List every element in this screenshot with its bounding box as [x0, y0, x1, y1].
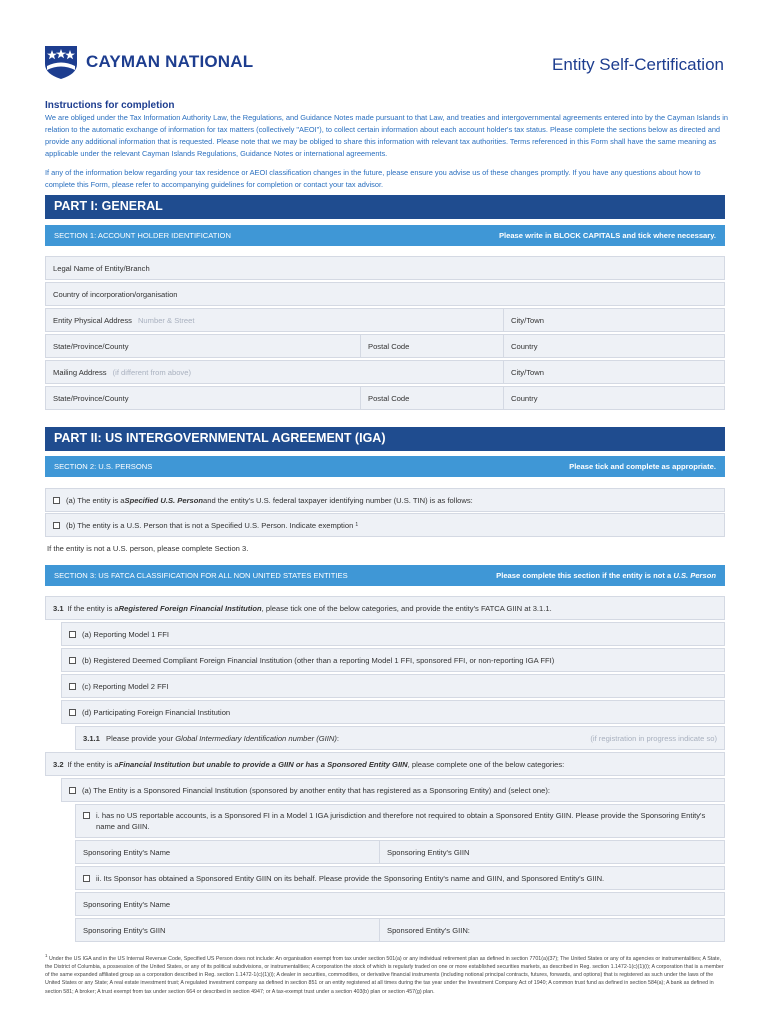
q31-content — [46, 597, 724, 619]
q311-number: 3.1.1 — [83, 733, 100, 743]
sponsored-giin-label: Sponsored Entity's GIIN: — [387, 925, 470, 935]
us-person-option-a — [45, 488, 725, 512]
option-a-checkbox[interactable] — [53, 497, 60, 504]
sponsored-giin-field[interactable] — [380, 919, 724, 941]
q311-text-pre: Please provide your — [106, 733, 176, 743]
option-b-footnote-ref: 1 — [355, 522, 359, 528]
q31-option-b-content — [62, 649, 724, 671]
logo — [44, 44, 253, 80]
q32-content — [46, 753, 724, 775]
q32-ii-checkbox[interactable] — [83, 875, 90, 882]
giin-field-content — [76, 727, 724, 749]
sponsor-giin-label-2: Sponsoring Entity's GIIN — [83, 925, 166, 935]
section-2-title: SECTION 2: U.S. PERSONS — [54, 462, 153, 471]
q31-d-checkbox[interactable] — [69, 709, 76, 716]
instructions-paragraph-2: If any of the information below regarding your tax residence or AEOI classification changes in the future, please ensure you advise us of these changes promptly. If you have any questions about how to complete this Form, please refer to accompanying guidelines for completion or contact your tax advisor. — [45, 168, 701, 189]
option-a-text-pre: (a) The entity is a — [66, 495, 125, 505]
part-1-heading: PART I: GENERAL — [45, 195, 725, 219]
sponsor-row-1 — [75, 840, 725, 864]
cayman-national-logo-icon — [44, 44, 78, 80]
q31-option-c-content — [62, 675, 724, 697]
mailing-postal-label: Postal Code — [368, 393, 410, 403]
q31-c-checkbox[interactable] — [69, 683, 76, 690]
country-incorporation-label: Country of incorporation/organisation — [53, 289, 178, 299]
q32-text-em: Financial Institution but unable to provide a GIIN or has a Sponsored Entity GIIN — [118, 759, 408, 769]
footnote-number: 1 — [45, 953, 48, 958]
sponsor-giin-label-1: Sponsoring Entity's GIIN — [387, 847, 470, 857]
option-b-checkbox[interactable] — [53, 522, 60, 529]
q32-text-pre: If the entity is a — [67, 759, 119, 769]
sponsor-name-field-1[interactable] — [76, 841, 380, 863]
q31-text-post: , please tick one of the below categories, and provide the entity's FATCA GIIN at 3.1.1. — [261, 603, 552, 613]
q31-b-label: (b) Registered Deemed Compliant Foreign Financial Institution (other than a reporting Model 1 FFI, sponsored FFI, or non-reporting IGA FFI) — [82, 655, 555, 665]
sponsor-name-field-2-content — [76, 893, 724, 915]
physical-address-field[interactable] — [46, 309, 504, 331]
q31-option-c — [61, 674, 725, 698]
section-3-instruction-pre: Please complete this section if the entity is not a — [496, 571, 674, 580]
physical-country-label: Country — [511, 341, 538, 351]
q31-option-b — [61, 648, 725, 672]
section-3-bar — [45, 565, 725, 586]
q32-a-label: (a) The Entity is a Sponsored Financial Institution (sponsored by another entity that has registered as a Sponsoring Entity) and (select one): — [82, 785, 550, 795]
giin-field[interactable] — [75, 726, 725, 750]
mailing-country-field[interactable] — [504, 387, 724, 409]
legal-name-field[interactable] — [45, 256, 725, 280]
mailing-address-placeholder: (if different from above) — [112, 367, 191, 377]
q32-option-ii-content — [76, 867, 724, 889]
mailing-state-row — [45, 386, 725, 410]
sponsor-name-label-2: Sponsoring Entity's Name — [83, 899, 171, 909]
physical-postal-label: Postal Code — [368, 341, 410, 351]
section-1-instruction: Please write in BLOCK CAPITALS and tick where necessary. — [498, 231, 716, 240]
instructions-paragraph-1: We are obliged under the Tax Information Authority Law, the Regulations, and Guidance Notes made pursuant to that Law, and treaties and intergovernmental agreements entered into by the Cayman Islands in relation to the automatic exchange of information for tax matters (collectively "AEOI"), to collect certain information about each account holder's tax status. Please complete the sections below as directed and provide any additional information that is requested. Please note that we may be obliged to share this information with relevant tax authorities. Terms referenced in this Form shall have the same meaning as applicable under the relevant Cayman Islands Regulations, Guidance Notes or international agreements. — [45, 113, 728, 158]
q31-a-checkbox[interactable] — [69, 631, 76, 638]
q32-option-ii — [75, 866, 725, 890]
q31-number: 3.1 — [53, 603, 64, 613]
physical-city-label: City/Town — [511, 315, 544, 325]
q32-option-a — [61, 778, 725, 802]
country-incorporation-field[interactable] — [45, 282, 725, 306]
physical-state-field[interactable] — [46, 335, 361, 357]
mailing-address-field[interactable] — [46, 361, 504, 383]
q31-option-a-content — [62, 623, 724, 645]
q32-i-checkbox[interactable] — [83, 812, 90, 819]
footnote — [45, 952, 725, 996]
physical-address-label: Entity Physical Address — [53, 315, 132, 325]
sponsor-name-label-1: Sponsoring Entity's Name — [83, 847, 171, 857]
q32-option-i — [75, 804, 725, 838]
section-3-instruction — [496, 571, 716, 580]
sponsor-giin-field-1[interactable] — [380, 841, 724, 863]
footnote-text: Under the US IGA and in the US Internal Revenue Code, Specified US Person does not include: An organisation exempt from tax under section 501(a) or any individual retirement plan as defined in section 7701(a)(37); The United States or any of its agencies or instrumentalities; A State, the District of Columbia, a possession of the United States, or any of its political subdivisions, or instrumentalities; A corporation the stock of which is regularly traded on one or more established securities markets, as described in Reg. section 1.1472-1(c)(1)(i); A corporation that is a member of the same expanded affiliated group as a corporation described in Reg. section 1.1472-1(c)(1)(i); A dealer in securities, commodities, or derivative financial instruments (including notional principal contracts, futures, forwards, and options) that is registered as such under the laws of the United States or any State; A real estate investment trust; A regulated investment company as defined in section 851 or an entity registered at all times during the tax year under the Investment Company Act of 1940; A common trust fund as defined in section 584(a); A bank as defined in section 581; A broker; A trust exempt from tax under section 664 or described in section 4947; or A tax-exempt trust under a section 403(b) plan or section 457(g) plan. — [45, 955, 724, 995]
option-b-text: (b) The entity is a U.S. Person that is not a Specified U.S. Person. Indicate exemption — [66, 520, 354, 530]
mailing-state-field[interactable] — [46, 387, 361, 409]
mailing-state-label: State/Province/County — [53, 393, 129, 403]
section-1-bar — [45, 225, 725, 246]
q32-number: 3.2 — [53, 759, 64, 769]
q31-text-pre: If the entity is a — [67, 603, 119, 613]
option-a-text-post: and the entity's U.S. federal taxpayer identifying number (U.S. TIN) is as follows: — [203, 495, 473, 505]
q32-i-label: i. has no US reportable accounts, is a Sponsored FI in a Model 1 IGA jurisdiction and therefore not required to obtain a Sponsored Entity GIIN. Please provide the Sponsoring Entity's name and GIIN. — [96, 811, 706, 831]
q31-a-label: (a) Reporting Model 1 FFI — [82, 629, 169, 639]
section-3-title: SECTION 3: US FATCA CLASSIFICATION FOR ALL NON UNITED STATES ENTITIES — [54, 571, 348, 580]
document-title: Entity Self-Certification — [552, 55, 724, 74]
mailing-postal-field[interactable] — [361, 387, 504, 409]
q32-option-a-content — [62, 779, 724, 801]
physical-address-placeholder: Number & Street — [137, 315, 195, 325]
q31-row — [45, 596, 725, 620]
q31-option-d — [61, 700, 725, 724]
logo-text: CAYMAN NATIONAL — [86, 52, 254, 71]
q32-ii-label: ii. Its Sponsor has obtained a Sponsored Entity GIIN on its behalf. Please provide the Sponsoring Entity's name and GIIN, and Sponsored Entity's GIIN. — [96, 873, 605, 883]
q31-text-em: Registered Foreign Financial Institution — [118, 603, 262, 613]
q31-b-checkbox[interactable] — [69, 657, 76, 664]
sponsor-row-2 — [75, 918, 725, 942]
physical-state-row — [45, 334, 725, 358]
mailing-country-label: Country — [511, 393, 538, 403]
q31-option-d-content — [62, 701, 724, 723]
physical-state-label: State/Province/County — [53, 341, 129, 351]
q32-option-i-content — [76, 805, 724, 837]
physical-city-field[interactable] — [504, 309, 724, 331]
physical-postal-field[interactable] — [361, 335, 504, 357]
q32-a-checkbox[interactable] — [69, 787, 76, 794]
mailing-city-field[interactable] — [504, 361, 724, 383]
q32-text-post: , please complete one of the below categories: — [407, 759, 565, 769]
not-us-person-note: If the entity is not a U.S. person, please complete Section 3. — [47, 544, 249, 553]
q311-text-em: Global Intermediary Identification number (GIIN) — [175, 733, 337, 743]
section-1-title: SECTION 1: ACCOUNT HOLDER IDENTIFICATION — [54, 231, 231, 240]
us-person-option-b — [45, 513, 725, 537]
giin-in-progress-hint: (if registration in progress indicate so) — [590, 733, 717, 743]
part-2-heading: PART II: US INTERGOVERNMENTAL AGREEMENT (IGA) — [45, 427, 725, 451]
us-person-option-b-content — [46, 514, 724, 536]
q31-c-label: (c) Reporting Model 2 FFI — [82, 681, 169, 691]
sponsor-giin-field-2[interactable] — [76, 919, 380, 941]
q311-text-post: : — [336, 733, 340, 743]
mailing-address-row — [45, 360, 725, 384]
q31-d-label: (d) Participating Foreign Financial Institution — [82, 707, 231, 717]
q31-option-a — [61, 622, 725, 646]
section-3-instruction-em: U.S. Person — [673, 571, 716, 580]
instructions-heading: Instructions for completion — [45, 100, 175, 111]
section-2-instruction: Please tick and complete as appropriate. — [569, 462, 716, 471]
legal-name-label: Legal Name of Entity/Branch — [53, 263, 150, 273]
physical-country-field[interactable] — [504, 335, 724, 357]
section-2-bar — [45, 456, 725, 477]
option-a-text-em: Specified U.S. Person — [124, 495, 204, 505]
physical-address-row — [45, 308, 725, 332]
us-person-option-a-content — [46, 489, 724, 511]
q32-row — [45, 752, 725, 776]
sponsor-name-field-2[interactable] — [75, 892, 725, 916]
mailing-address-label: Mailing Address — [53, 367, 107, 377]
mailing-city-label: City/Town — [511, 367, 544, 377]
